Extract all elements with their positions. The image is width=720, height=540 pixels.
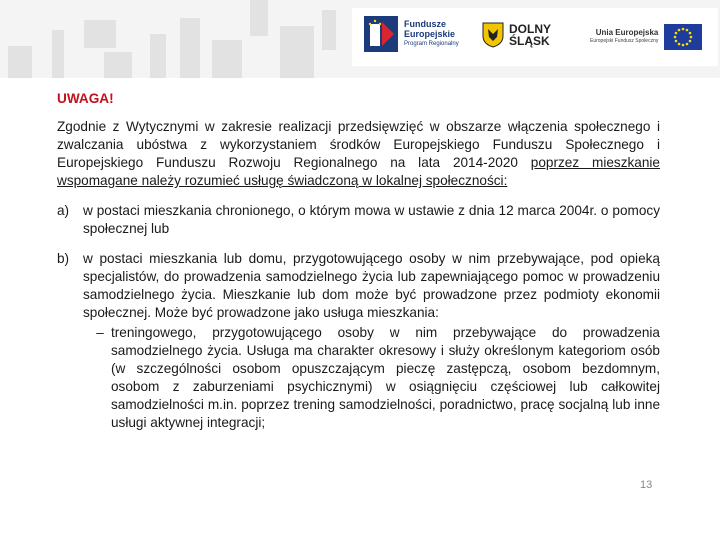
decorative-block	[212, 40, 242, 78]
eu-logo-title: Unia Europejska	[595, 28, 659, 37]
list-item-a	[57, 202, 660, 238]
list-item-text: w postaci mieszkania chronionego, o którym mowa w ustawie z dnia 12 marca 2004r. o pomocy społecznej lub	[83, 203, 660, 236]
funds-logo-line1: Fundusze	[404, 19, 446, 29]
warning-heading: UWAGA!	[57, 91, 114, 106]
region-logo	[482, 22, 551, 48]
decorative-block	[250, 0, 268, 36]
header-band	[0, 0, 720, 78]
funds-logo-line2: Europejskie	[404, 29, 456, 39]
dash-bullet: –	[96, 325, 104, 340]
decorative-block	[52, 30, 64, 78]
decorative-block	[84, 20, 116, 48]
decorative-block	[280, 26, 314, 78]
slide-content	[57, 88, 660, 432]
eagle-crest-icon	[482, 22, 504, 48]
list-item-text: w postaci mieszkania lub domu, przygotowującego osoby w nim przebywające, pod opieką specjalistów, do prowadzenia samodzielnego życia lub zapewniającego pomoc w prowadzeniu samodzielnego życia. Mieszkanie lub dom może być prowadzone przez podmioty ekonomii społecznej. Może być prowadzone jako usługa mieszkania:	[83, 251, 660, 320]
list-item-label: b)	[57, 251, 70, 266]
intro-underlined-text: poprzez mieszkanie wspomagane należy rozumieć usługę świadczoną w lokalnej społeczności:	[57, 155, 660, 188]
eu-logo	[590, 24, 702, 50]
funds-logo-line3: Program Regionalny	[404, 41, 459, 47]
logo-strip	[352, 8, 718, 66]
list-item-b	[57, 250, 660, 432]
eu-flag-icon	[664, 24, 702, 50]
sub-list-item-text: treningowego, przygotowującego osoby w nim przebywające do prowadzenia samodzielnego życia. Usługa ma charakter okresowy i służy określonym kategoriom osób (w szczególności osobom opuszczającym pieczę zastępczą, osobom bezdomnym, osobom z zaburzeniami psychicznymi) w osiągnięciu częściowej lub całkowitej samodzielności m.in. poprzez trening samodzielności, poradnictwo, pracę socjalną lub inne usługi aktywnej integracji;	[111, 325, 660, 430]
eu-logo-subtitle: Europejski Fundusz Społeczny	[590, 38, 659, 44]
decorative-block	[180, 18, 200, 78]
sub-list-item	[83, 324, 660, 432]
region-logo-line1: DOLNY	[509, 22, 551, 36]
intro-paragraph	[57, 118, 660, 190]
decorative-block	[8, 46, 32, 78]
funds-logo	[364, 16, 459, 52]
decorative-block	[150, 34, 166, 78]
decorative-block	[322, 10, 336, 50]
decorative-block	[104, 52, 132, 78]
region-logo-line2: ŚLĄSK	[509, 34, 550, 48]
page-number: 13	[640, 479, 653, 491]
list-item-label: a)	[57, 203, 70, 218]
intro-text: Zgodnie z Wytycznymi w zakresie realizacji przedsięwzięć w obszarze włączenia społecznego i zwalczania ubóstwa z wykorzystaniem środków Europejskiego Funduszu Społecznego i Europejskiego Funduszu Rozwoju Regionalnego na lata 2014-2020	[57, 119, 660, 170]
funds-emblem-icon	[364, 16, 398, 52]
